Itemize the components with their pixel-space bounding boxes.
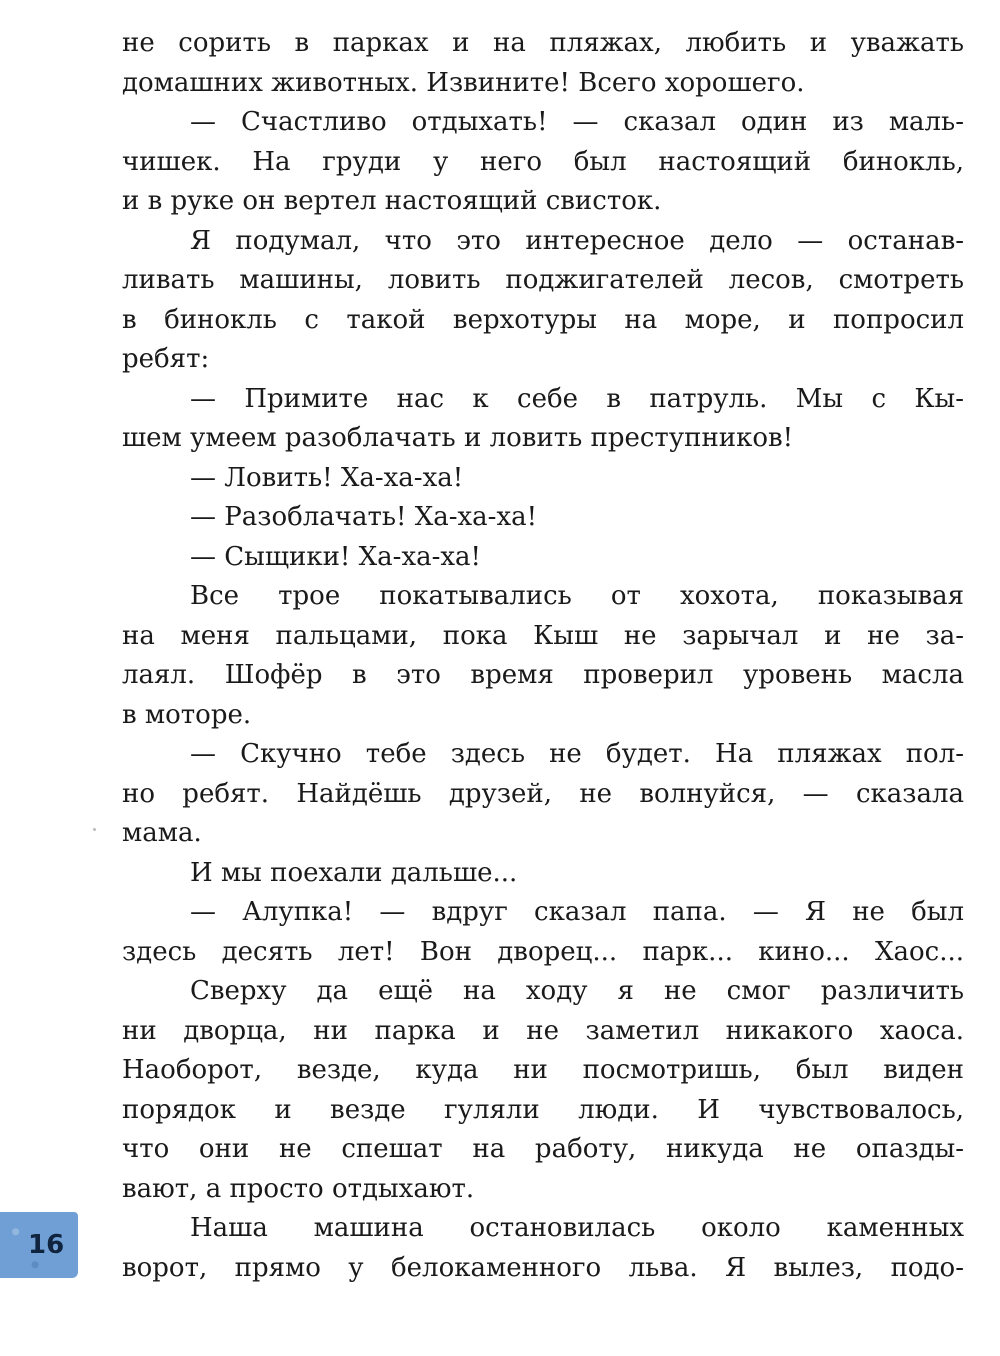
page-text (122, 24, 964, 1288)
text-line: домашних животных. Извините! Всего хорошего. (122, 67, 805, 98)
page-number-badge (0, 1212, 78, 1278)
text-line: порядок и везде гуляли люди. И чувствовалось, (122, 1094, 964, 1125)
text-line: Сверху да ещё на ходу я не смог различить (190, 976, 964, 1006)
paper-speck (93, 828, 96, 831)
text-line: Я подумал, что это интересное дело — останав- (190, 225, 964, 256)
text-line: Наоборот, везде, куда ни посмотришь, был виден (122, 1055, 964, 1085)
text-line: лаял. Шофёр в это время проверил уровень масла (122, 660, 964, 690)
page-number: 16 (28, 1230, 65, 1260)
text-line: и в руке он вертел настоящий свисток. (122, 186, 662, 216)
text-line: — Ловить! Ха-ха-ха! (190, 462, 464, 493)
text-line: шем умеем разоблачать и ловить преступников! (122, 423, 794, 453)
text-line: здесь десять лет! Вон дворец... парк... кино... Хаос... (122, 936, 964, 967)
text-line: вают, а просто отдыхают. (122, 1173, 475, 1204)
text-line: — Разоблачать! Ха-ха-ха! (190, 502, 538, 532)
text-line: — Скучно тебе здесь не будет. На пляжах пол- (190, 739, 964, 769)
text-line: — Алупка! — вдруг сказал папа. — Я не был (190, 897, 964, 927)
text-line: что они не спешат на работу, никуда не опазды- (122, 1134, 964, 1164)
text-line: — Сыщики! Ха-ха-ха! (190, 541, 482, 572)
text-line: ливать машины, ловить поджигателей лесов, смотреть (122, 265, 964, 295)
text-line: мама. (122, 818, 202, 848)
text-line: в моторе. (122, 699, 252, 730)
text-line: чишек. На груди у него был настоящий бинокль, (122, 146, 964, 177)
text-line: ребят: (122, 344, 210, 374)
text-line: И мы поехали дальше... (190, 857, 518, 888)
text-line: ворот, прямо у белокаменного льва. Я вылез, подо- (122, 1252, 964, 1283)
text-line: — Примите нас к себе в патруль. Мы с Кы- (190, 383, 964, 414)
text-line: в бинокль с такой верхотуры на море, и попросил (122, 304, 964, 335)
text-line: но ребят. Найдёшь друзей, не волнуйся, — сказала (122, 778, 964, 809)
text-line: не сорить в парках и на пляжах, любить и уважать (122, 28, 964, 58)
text-line: Наша машина остановилась около каменных (190, 1213, 964, 1243)
text-line: на меня пальцами, пока Кыш не зарычал и не за- (122, 620, 964, 651)
text-line: ни дворца, ни парка и не заметил никакого хаоса. (122, 1015, 964, 1046)
text-line: — Счастливо отдыхать! — сказал один из маль- (190, 107, 964, 137)
text-line: Все трое покатывались от хохота, показывая (190, 581, 964, 611)
